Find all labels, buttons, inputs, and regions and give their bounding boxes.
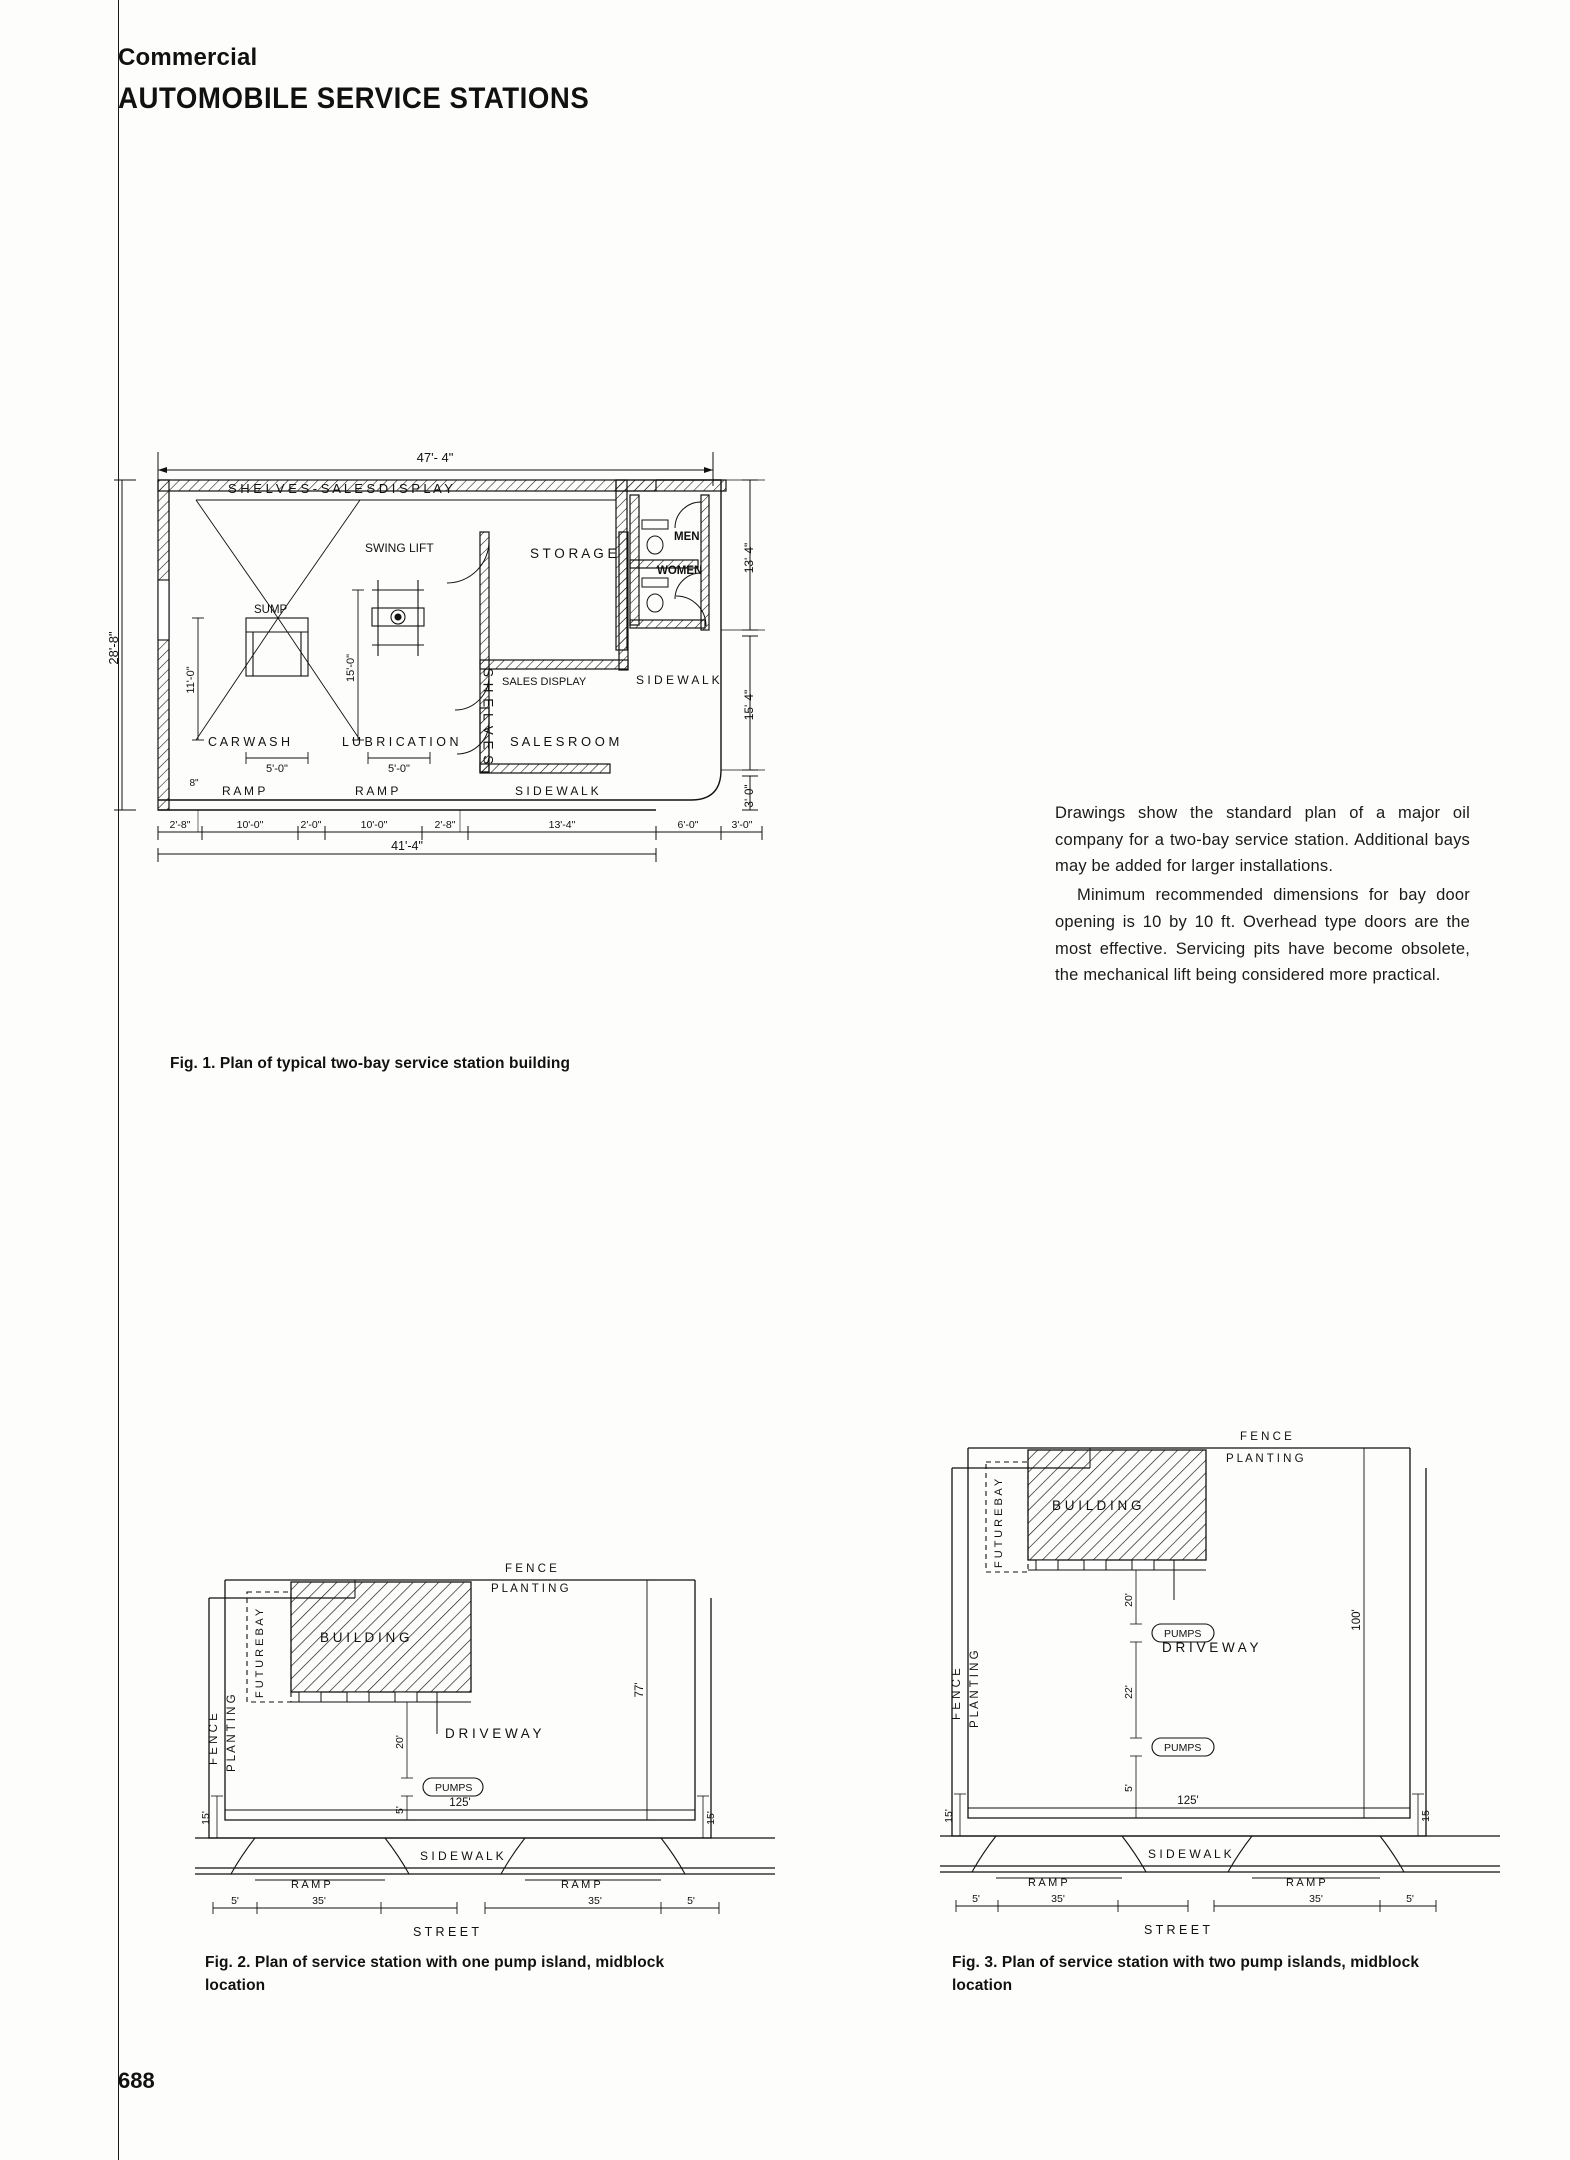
fig1-label-shelves-sales: S H E L V E S - S A L E S D I S P L A Y: [228, 481, 453, 496]
fig1-label-sidewalk-right: S I D E W A L K: [636, 673, 720, 687]
fig1-label-lubrication: L U B R I C A T I O N: [342, 735, 459, 749]
fig2-label-ramp-right: R A M P: [561, 1879, 601, 1891]
fig1-label-car-wash: C A R W A S H: [208, 735, 290, 749]
fig1-dim-b7: 6'-0": [677, 819, 699, 831]
figure-1-plan: [106, 440, 1010, 1040]
fig3-dim-ramp-right-35: 35': [1309, 1893, 1323, 1905]
fig1-dim-left-overall: 28'-8": [106, 631, 121, 665]
fig1-dim-lube-width: 5'-0": [388, 763, 410, 775]
fig2-dim-frontage: 125': [449, 1797, 471, 1809]
fig1-dim-sump-height: 11'-0": [185, 666, 197, 694]
figure-3-plan: [940, 1420, 1500, 1940]
fig3-label-future-bay: F U T U R E B A Y: [993, 1478, 1005, 1568]
fig1-label-sidewalk-bottom: S I D E W A L K: [515, 784, 599, 798]
fig3-dim-ramp-left-5: 5': [972, 1893, 980, 1905]
figure-1-caption: Fig. 1. Plan of typical two-bay service station building: [170, 1055, 571, 1072]
fig3-label-planting-left: P L A N T I N G: [969, 1650, 981, 1728]
body-paragraph-2: Minimum recommended dimensions for bay door opening is 10 by 10 ft. Overhead type doors are the most effective. Servicing pits have become obsolete, the mechanical lift being considered more practical.: [1055, 886, 1470, 985]
body-text: [1055, 800, 1470, 989]
fig2-label-ramp-left: R A M P: [291, 1879, 331, 1891]
fig1-label-sales-display: SALES DISPLAY: [502, 676, 587, 688]
fig2-label-future-bay: F U T U R E B A Y: [254, 1608, 266, 1698]
fig3-dim-depth: 100': [1351, 1609, 1363, 1631]
fig2-label-driveway: D R I V E W A Y: [445, 1726, 542, 1741]
fig1-label-shelves-vertical: S H E L V E S: [480, 668, 496, 766]
fig1-dim-right-mid: 15'-4": [742, 689, 756, 721]
fig1-label-ramp-left: R A M P: [222, 784, 266, 798]
page-number: 688: [118, 2068, 155, 2093]
fig3-dim-frontage: 125': [1177, 1795, 1199, 1807]
fig1-dim-b3: 2'-0": [300, 819, 322, 831]
fig3-label-fence-left: F E N C E: [951, 1668, 963, 1720]
fig1-dim-bottom-overall: 41'-4": [391, 839, 423, 853]
fig3-label-pumps-top: PUMPS: [1164, 1628, 1202, 1640]
fig1-dim-top-overall: 47'- 4": [416, 450, 454, 465]
figure-2-caption: Fig. 2. Plan of service station with one pump island, midblock location: [205, 1954, 665, 1995]
fig3-dim-ramp-left-35: 35': [1051, 1893, 1065, 1905]
page-title: AUTOMOBILE SERVICE STATIONS: [118, 82, 590, 115]
fig3-label-driveway: D R I V E W A Y: [1162, 1640, 1259, 1655]
fig1-dim-right-lower: 3'-0": [744, 784, 756, 808]
fig1-label-storage: S T O R A G E: [530, 546, 617, 561]
fig1-dim-b8: 3'-0": [731, 819, 753, 831]
figure-2-plan: [195, 1520, 775, 1940]
fig1-dim-b6: 13'-4": [548, 819, 576, 831]
fig3-dim-pump-gap: 22': [1123, 1685, 1135, 1699]
fig1-dim-tick-8: 8": [189, 778, 199, 789]
fig2-dim-setback-right: 15': [705, 1811, 717, 1825]
fig3-label-ramp-right: R A M P: [1286, 1877, 1326, 1889]
fig2-dim-depth: 77': [634, 1682, 646, 1698]
fig1-label-men: MEN: [674, 531, 700, 543]
fig2-label-sidewalk: S I D E W A L K: [420, 1849, 504, 1863]
fig1-dim-b2: 10'-0": [236, 819, 264, 831]
fig2-dim-ramp-left-35: 35': [312, 1895, 326, 1907]
fig2-dim-pump-offset: 20': [394, 1735, 406, 1749]
figure-3-caption: Fig. 3. Plan of service station with two pump islands, midblock location: [952, 1954, 1420, 1995]
fig3-label-street: S T R E E T: [1144, 1923, 1210, 1937]
fig2-label-street: S T R E E T: [413, 1925, 479, 1939]
fig3-dim-setback-left: 15': [943, 1809, 955, 1823]
fig2-label-pumps: PUMPS: [435, 1782, 473, 1794]
fig1-dim-b5: 2'-8": [434, 819, 456, 831]
fig1-dim-b4: 10'-0": [360, 819, 388, 831]
fig1-label-sump: SUMP: [254, 604, 288, 616]
section-kicker: Commercial: [118, 44, 258, 71]
fig3-dim-pump-edge-bottom: 5': [1123, 1784, 1135, 1792]
fig3-label-ramp-left: R A M P: [1028, 1877, 1068, 1889]
fig1-label-sales-room: S A L E S R O O M: [510, 734, 620, 749]
fig2-label-fence-left: F E N C E: [208, 1713, 220, 1765]
fig2-dim-ramp-right-5: 5': [687, 1895, 695, 1907]
fig3-label-planting-top: P L A N T I N G: [1226, 1453, 1304, 1465]
fig3-dim-setback-right: 15: [1420, 1810, 1432, 1822]
fig1-dim-lube-height: 15'-0": [345, 653, 357, 683]
fig2-dim-ramp-right-35: 35': [588, 1895, 602, 1907]
fig1-label-ramp-mid: R A M P: [355, 784, 399, 798]
fig1-dim-carwash-width: 5'-0": [266, 763, 288, 775]
fig2-dim-ramp-left-5: 5': [231, 1895, 239, 1907]
fig1-dim-right-upper: 13'-4": [742, 542, 756, 574]
fig3-label-sidewalk: S I D E W A L K: [1148, 1847, 1232, 1861]
fig2-dim-setback-left: 15': [200, 1811, 212, 1825]
fig3-dim-pump-top-offset: 20': [1123, 1593, 1135, 1607]
fig2-label-planting-left: P L A N T I N G: [226, 1694, 238, 1772]
fig2-dim-pump-edge: 5': [394, 1806, 406, 1814]
body-paragraph-1: Drawings show the standard plan of a major oil company for a two-bay service station. Additional bays may be added for larger installations.: [1055, 804, 1470, 876]
fig3-label-pumps-bottom: PUMPS: [1164, 1742, 1202, 1754]
fig1-label-swing-lift: SWING LIFT: [365, 541, 434, 555]
page-left-rule: [118, 0, 119, 2160]
fig3-dim-ramp-right-5: 5': [1406, 1893, 1414, 1905]
fig3-label-fence: F E N C E: [1240, 1431, 1292, 1443]
fig3-label-building: B U I L D I N G: [1052, 1498, 1142, 1513]
fig2-label-fence: F E N C E: [505, 1563, 557, 1575]
fig2-label-building: B U I L D I N G: [320, 1630, 410, 1645]
fig1-dim-b1: 2'-8": [169, 819, 191, 831]
fig2-label-planting-top: P L A N T I N G: [491, 1583, 569, 1595]
fig1-label-women: WOMEN: [657, 565, 703, 577]
